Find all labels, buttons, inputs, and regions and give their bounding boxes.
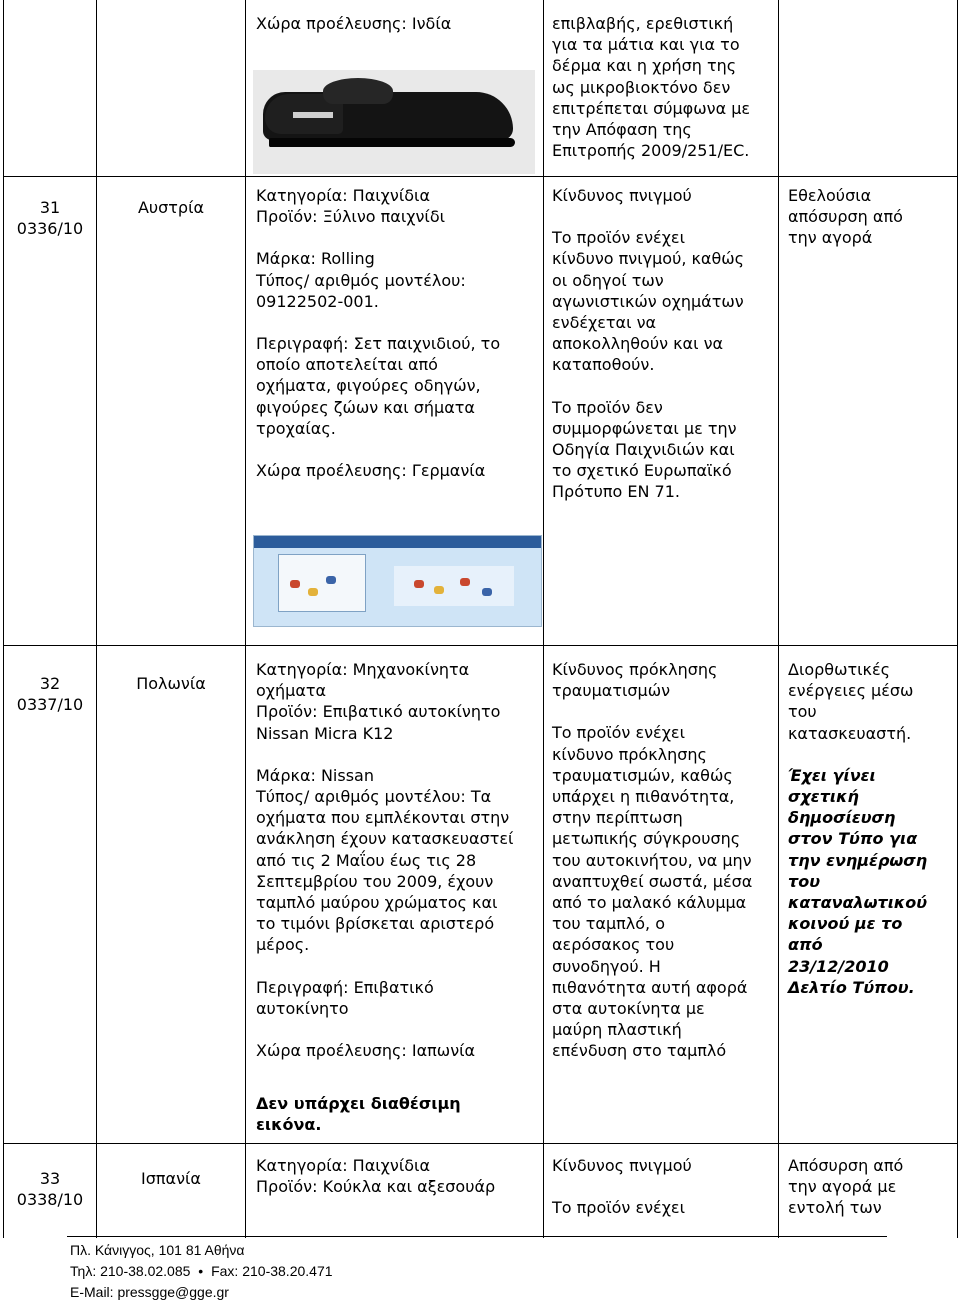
row33-number: 33 — [39, 1169, 61, 1188]
row31-product-cell — [256, 185, 540, 481]
row32-press-note-line: Έχει γίνει — [788, 765, 876, 785]
footer-bullet: • — [198, 1263, 204, 1279]
row30-risk-line: δέρμα και η χρήση της — [552, 56, 737, 76]
row32-risk-line: αερόσακος του — [552, 935, 675, 955]
row31-risk-line: Το προϊόν ενέχει — [552, 228, 685, 248]
row31-risk-line-2: Οδηγία Παιχνιδιών και — [552, 440, 735, 460]
row31-product-line: Κατηγορία: Παιχνίδια — [256, 186, 430, 205]
row31-risk-line: καταποθούν. — [552, 355, 655, 375]
col-divider-3 — [543, 0, 544, 1238]
row32-measures-line: του — [788, 702, 817, 722]
row30-risk-line: Επιτροπής 2009/251/EC. — [552, 141, 750, 161]
row32-brand-line: ανάκληση έχουν κατασκευαστεί — [256, 829, 514, 849]
row33-risk-title: Κίνδυνος πνιγμού — [552, 1156, 692, 1175]
row32-press-note-line: στον Τύπο για — [788, 829, 918, 849]
row33-risk-cell — [552, 1155, 774, 1218]
row31-risk-title: Κίνδυνος πνιγμού — [552, 186, 692, 205]
row31-number-cell — [4, 197, 96, 239]
row32-no-image-note — [256, 1093, 540, 1135]
row31-product-photo-toy-box — [253, 535, 542, 627]
row32-risk-line: στα αυτοκίνητα με — [552, 999, 705, 1019]
row33-risk-line: Το προϊόν ενέχει — [552, 1198, 685, 1218]
row32-risk-line: κίνδυνο πρόκλησης — [552, 744, 707, 764]
row32-number: 32 — [39, 674, 61, 693]
row31-risk-line-2: Πρότυπο EN 71. — [552, 482, 680, 502]
row30-product-cell — [256, 13, 536, 34]
row32-press-note-line: κοινού με το — [788, 914, 903, 934]
row32-risk-title: τραυματισμών — [552, 681, 671, 701]
row32-brand-line: από τις 2 Μαΐου έως τις 28 — [256, 850, 477, 870]
row33-country: Ισπανία — [141, 1169, 201, 1188]
row33-product-line: Προϊόν: Κούκλα και αξεσουάρ — [256, 1177, 496, 1197]
table-border-left — [3, 0, 4, 1238]
row31-risk-line: ενδέχεται να — [552, 313, 657, 333]
row-divider-2 — [3, 645, 958, 646]
row32-press-note-line: δημοσίευση — [788, 808, 896, 828]
row32-origin: Χώρα προέλευσης: Ιαπωνία — [256, 1041, 476, 1061]
row31-brand-line: Μάρκα: Rolling — [256, 249, 375, 269]
row31-product-line: Προϊόν: Ξύλινο παιχνίδι — [256, 207, 446, 227]
row32-brand-line: ταμπλό μαύρου χρώματος και — [256, 893, 498, 913]
row31-risk-line-2: συμμορφώνεται με την — [552, 418, 737, 438]
row32-press-note-line: 23/12/2010 — [788, 956, 889, 976]
row31-description-line: τροχαίας. — [256, 418, 336, 438]
row32-product-line: οχήματα — [256, 681, 327, 701]
row31-risk-line: οι οδηγοί των — [552, 270, 664, 290]
row33-measures-line: Απόσυρση από — [788, 1156, 904, 1175]
row31-number: 31 — [39, 198, 61, 217]
row32-press-note-line: την ενημέρωση — [788, 850, 928, 870]
row31-brand-line: Τύπος/ αριθμός μοντέλου: — [256, 270, 466, 290]
row32-brand-line: Σεπτεμβρίου του 2009, έχουν — [256, 871, 494, 891]
page-footer — [70, 1240, 333, 1303]
row32-risk-line: μετωπικής σύγκρουσης — [552, 829, 741, 849]
row32-brand-line: το τιμόνι βρίσκεται αριστερό — [256, 914, 495, 934]
row31-country: Αυστρία — [137, 198, 205, 217]
row32-brand-line: οχήματα που εμπλέκονται στην — [256, 808, 510, 828]
row33-country-cell — [97, 1168, 245, 1189]
table-border-right — [957, 0, 958, 1238]
row32-product-line: Προϊόν: Επιβατικό αυτοκίνητο — [256, 702, 501, 722]
footer-address: Πλ. Κάνιγγος, 101 81 Αθήνα — [70, 1242, 245, 1258]
row32-country: Πολωνία — [136, 674, 206, 693]
row32-risk-line: υπάρχει η πιθανότητα, — [552, 787, 735, 807]
row31-origin: Χώρα προέλευσης: Γερμανία — [256, 461, 486, 481]
row30-product-photo-shoe — [253, 70, 535, 174]
row32-code: 0337/10 — [16, 695, 84, 715]
row32-risk-line: από το μαλακό κάλυμμα — [552, 893, 747, 913]
row-divider-3 — [3, 1143, 958, 1144]
col-divider-2 — [245, 0, 246, 1238]
row32-description-line: αυτοκίνητο — [256, 998, 349, 1018]
row32-measures-line: Διορθωτικές — [788, 660, 891, 679]
row32-measures-cell — [788, 659, 954, 998]
row32-press-note-line: από — [788, 935, 823, 955]
row31-risk-line: αγωνιστικών οχημάτων — [552, 291, 744, 311]
row32-risk-line: τραυματισμών, καθώς — [552, 765, 733, 785]
row32-measures-line: ενέργειες μέσω — [788, 681, 914, 701]
row30-risk-line: την Απόφαση της — [552, 120, 692, 140]
row33-measures-line: την αγορά με — [788, 1177, 897, 1197]
row32-risk-line: αναπτυχθεί σωστά, μέσα — [552, 871, 753, 891]
row33-code: 0338/10 — [16, 1190, 84, 1210]
page-footer-rule — [67, 1236, 887, 1237]
row33-product-cell — [256, 1155, 540, 1197]
row31-description-line: φιγούρες ζώων και σήματα — [256, 397, 475, 417]
row32-press-note-line: του — [788, 871, 821, 891]
footer-phone: Τηλ: 210-38.02.085 — [70, 1263, 191, 1279]
row30-risk-cell — [552, 13, 774, 161]
row30-risk-line: επιβλαβής, ερεθιστική — [552, 14, 734, 33]
row31-country-cell — [97, 197, 245, 218]
row30-risk-line: ως μικροβιοκτόνο δεν — [552, 77, 731, 97]
row-divider-1 — [3, 176, 958, 177]
row32-no-image-line: εικόνα. — [256, 1115, 322, 1135]
col-divider-1 — [96, 0, 97, 1238]
row31-description-line: Περιγραφή: Σετ παιχνιδιού, το — [256, 334, 501, 354]
row31-risk-cell — [552, 185, 774, 503]
row32-risk-line: πιθανότητα αυτή αφορά — [552, 977, 748, 997]
row32-description-line: Περιγραφή: Επιβατικό — [256, 977, 434, 997]
row32-press-note-line: σχετική — [788, 787, 859, 807]
row31-risk-line-2: Το προϊόν δεν — [552, 397, 663, 417]
row32-brand-line: Μάρκα: Nissan — [256, 765, 374, 785]
row32-risk-title: Κίνδυνος πρόκλησης — [552, 660, 718, 679]
row32-brand-line: Τύπος/ αριθμός μοντέλου: Τα — [256, 787, 492, 807]
row33-measures-cell — [788, 1155, 954, 1219]
row30-origin: Χώρα προέλευσης: Ινδία — [256, 14, 452, 33]
row31-measures-cell — [788, 185, 954, 249]
row32-country-cell — [97, 673, 245, 694]
row32-risk-line: του αυτοκινήτου, να μην — [552, 850, 752, 870]
row31-measures-line: την αγορά — [788, 228, 873, 248]
row32-product-line: Nissan Micra K12 — [256, 723, 394, 743]
row33-product-line: Κατηγορία: Παιχνίδια — [256, 1156, 430, 1175]
row32-brand-line: μέρος. — [256, 935, 310, 955]
row32-risk-line: στην περίπτωση — [552, 808, 683, 828]
row31-description-line: οχήματα, φιγούρες οδηγών, — [256, 376, 481, 396]
row32-risk-line: Το προϊόν ενέχει — [552, 723, 685, 743]
row33-measures-line: εντολή των — [788, 1198, 882, 1218]
row32-risk-cell — [552, 659, 774, 1062]
row32-measures-line: κατασκευαστή. — [788, 723, 912, 743]
footer-contact — [70, 1261, 333, 1282]
row32-no-image-line: Δεν υπάρχει διαθέσιμη — [256, 1094, 461, 1113]
row31-brand-line: 09122502-001. — [256, 291, 379, 311]
row33-number-cell — [4, 1168, 96, 1210]
row31-measures-line: Εθελούσια — [788, 186, 872, 205]
row30-risk-line: για τα μάτια και για το — [552, 35, 740, 55]
row32-risk-line: επένδυση στο ταμπλό — [552, 1041, 727, 1061]
row32-risk-line: συνοδηγού. Η — [552, 956, 661, 976]
row30-risk-line: επιτρέπεται σύμφωνα με — [552, 98, 751, 118]
row31-risk-line: αποκολληθούν και να — [552, 334, 724, 354]
row32-product-cell — [256, 659, 540, 1061]
row31-description-line: οποίο αποτελείται από — [256, 355, 438, 375]
row32-press-note-line: Δελτίο Τύπου. — [788, 977, 915, 997]
footer-email: E-Mail: pressgge@gge.gr — [70, 1284, 229, 1300]
footer-fax: Fax: 210-38.20.471 — [211, 1263, 333, 1279]
row32-risk-line: μαύρη πλαστική — [552, 1020, 682, 1040]
row31-code: 0336/10 — [16, 219, 84, 239]
col-divider-4 — [778, 0, 779, 1238]
row31-risk-line-2: το σχετικό Ευρωπαϊκό — [552, 461, 732, 481]
row31-risk-line: κίνδυνο πνιγμού, καθώς — [552, 249, 745, 269]
row32-product-line: Κατηγορία: Μηχανοκίνητα — [256, 660, 470, 679]
row32-press-note-line: καταναλωτικού — [788, 893, 928, 913]
row32-risk-line: του ταμπλό, ο — [552, 914, 665, 934]
row32-number-cell — [4, 673, 96, 715]
row31-measures-line: απόσυρση από — [788, 207, 903, 227]
